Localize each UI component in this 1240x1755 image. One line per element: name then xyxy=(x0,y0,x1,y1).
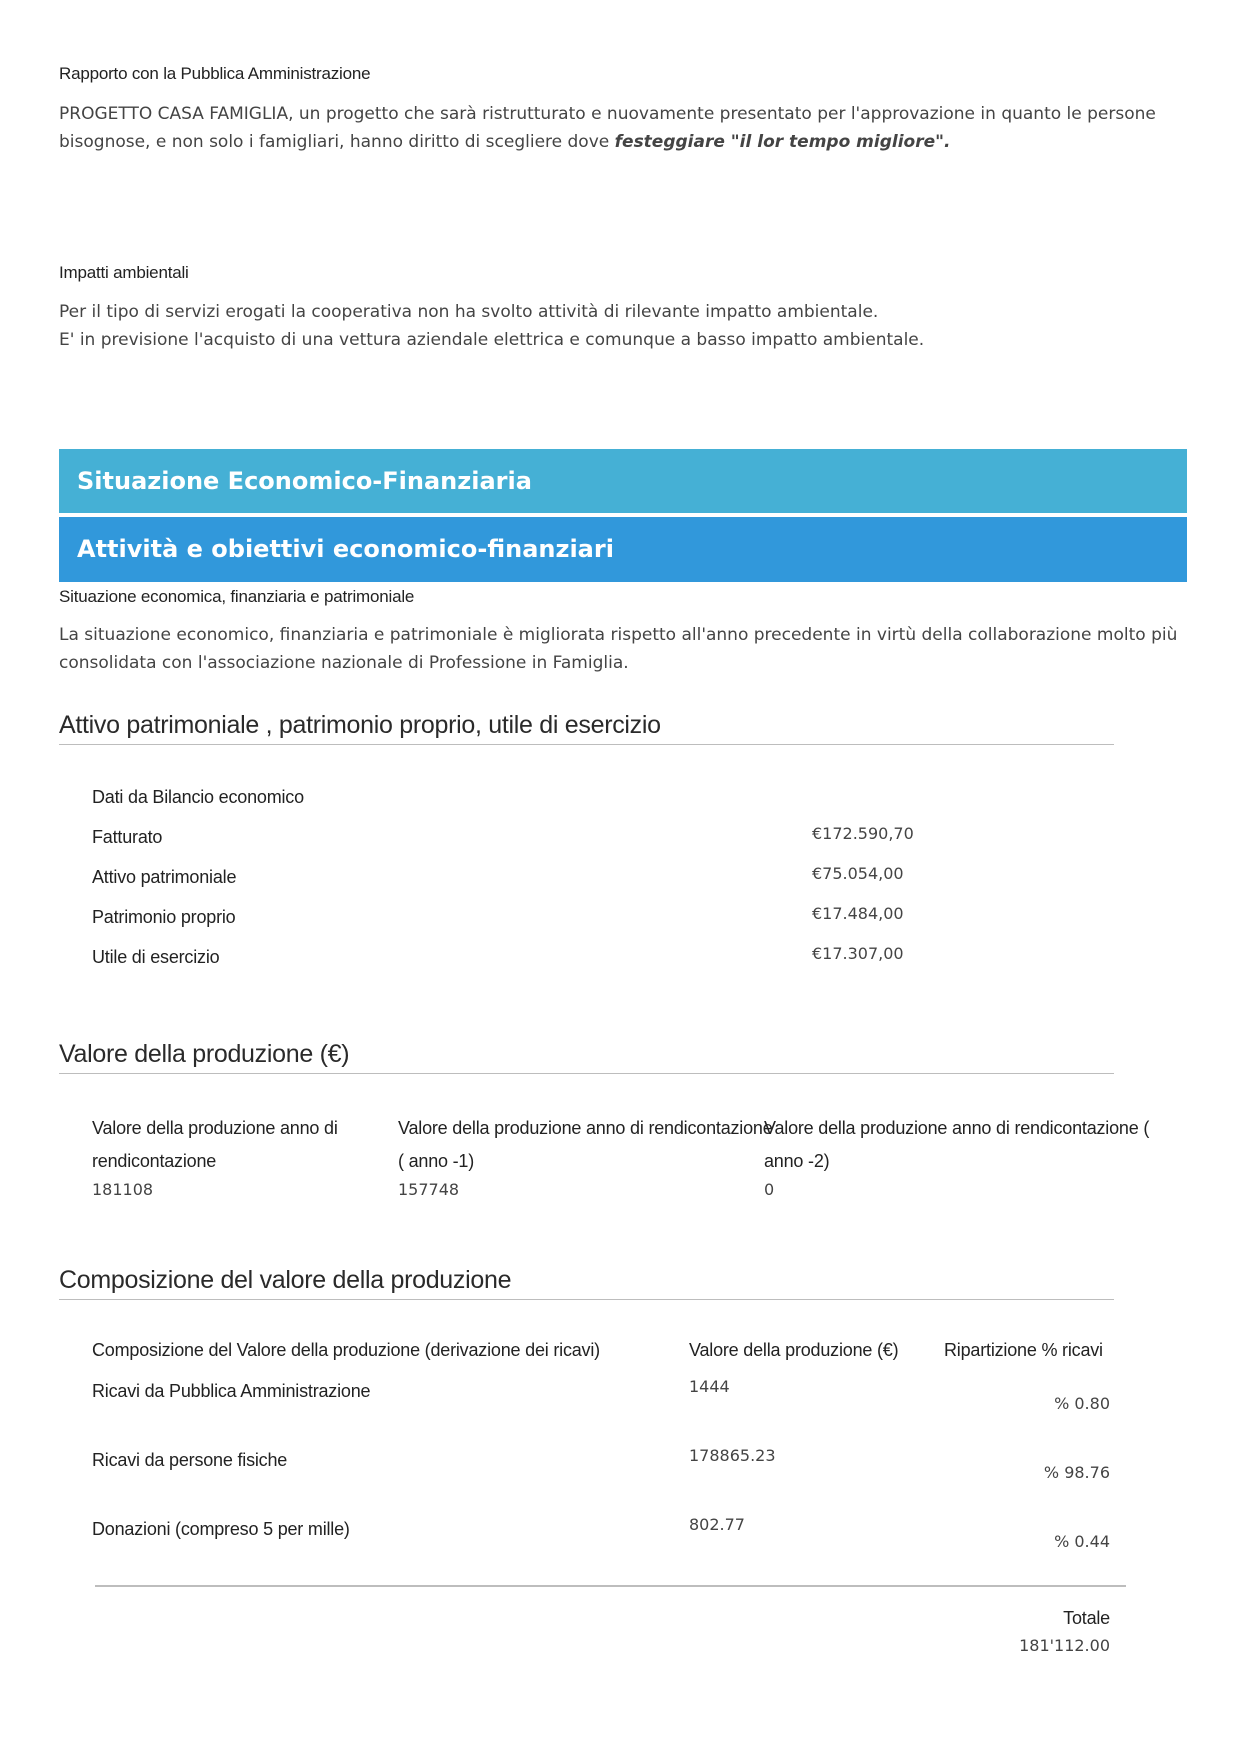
comp-total-label: Totale xyxy=(1063,1608,1110,1628)
valore-col-minus2-value: 0 xyxy=(764,1180,775,1199)
comp-total-divider xyxy=(95,1585,1126,1587)
env-heading: Impatti ambientali xyxy=(59,263,189,282)
section-band-attivita: Attività e obiettivi economico-finanziari xyxy=(59,517,1187,582)
comp-row-pct-donazioni: % 0.44 xyxy=(1054,1532,1110,1551)
pa-text-line1: PROGETTO CASA FAMIGLIA, un progetto che sarà ristrutturato e nuovamente presentato per l'approvazione in quanto le persone xyxy=(59,104,1156,124)
comp-header-derivazione: Composizione del Valore della produzione (derivazione dei ricavi) xyxy=(92,1340,600,1360)
valore-col-minus1-label2: ( anno -1) xyxy=(398,1151,475,1171)
pa-text-line2 xyxy=(59,128,1189,156)
eco-line2: consolidata con l'associazione nazionale di Professione in Famiglia. xyxy=(59,653,629,673)
comp-section-title: Composizione del valore della produzione xyxy=(59,1266,1114,1300)
valore-col-current xyxy=(92,1112,382,1202)
attivo-label-attivo: Attivo patrimoniale xyxy=(92,867,237,887)
comp-row-value-persone: 178865.23 xyxy=(689,1446,776,1465)
valore-col-minus1-label1: Valore della produzione anno di rendicontazione xyxy=(398,1118,773,1138)
comp-header-valore: Valore della produzione (€) xyxy=(689,1340,899,1360)
pa-heading: Rapporto con la Pubblica Amministrazione xyxy=(59,64,371,83)
attivo-label-fatturato: Fatturato xyxy=(92,827,163,847)
valore-col-current-value: 181108 xyxy=(92,1180,154,1199)
attivo-table-header: Dati da Bilancio economico xyxy=(92,787,304,807)
attivo-label-utile: Utile di esercizio xyxy=(92,947,220,967)
attivo-value-utile: €17.307,00 xyxy=(812,944,904,963)
pa-text-line2-a: bisognose, e non solo i famigliari, hanno diritto di scegliere dove xyxy=(59,132,615,152)
valore-col-minus2 xyxy=(764,1112,1150,1202)
comp-row-pct-persone: % 98.76 xyxy=(1043,1463,1110,1482)
env-line2: E' in previsione l'acquisto di una vettura aziendale elettrica e comunque a basso impatto ambientale. xyxy=(59,330,925,350)
attivo-section-title: Attivo patrimoniale , patrimonio proprio, utile di esercizio xyxy=(59,711,1114,745)
eco-paragraph xyxy=(59,621,1189,677)
valore-col-minus1 xyxy=(398,1112,773,1202)
comp-row-label-persone: Ricavi da persone fisiche xyxy=(92,1450,288,1470)
env-line1: Per il tipo di servizi erogati la cooperativa non ha svolto attività di rilevante impatto ambientale. xyxy=(59,302,879,322)
attivo-label-patrimonio: Patrimonio proprio xyxy=(92,907,236,927)
eco-heading: Situazione economica, finanziaria e patrimoniale xyxy=(59,587,415,606)
comp-total-value: 181'112.00 xyxy=(1019,1636,1110,1655)
valore-col-minus1-value: 157748 xyxy=(398,1180,460,1199)
attivo-value-attivo: €75.054,00 xyxy=(812,864,904,883)
valore-section-title: Valore della produzione (€) xyxy=(59,1040,1114,1074)
valore-col-current-label2: rendicontazione xyxy=(92,1151,217,1171)
valore-col-minus2-label1: Valore della produzione anno di rendicontazione ( xyxy=(764,1118,1150,1138)
comp-row-value-donazioni: 802.77 xyxy=(689,1515,745,1534)
valore-col-minus2-label2: anno -2) xyxy=(764,1151,830,1171)
env-paragraph xyxy=(59,298,1189,354)
eco-line1: La situazione economico, finanziaria e patrimoniale è migliorata rispetto all'anno precedente in virtù della collaborazione molto più xyxy=(59,625,1178,645)
pa-text-emphasis: festeggiare "il lor tempo migliore". xyxy=(614,132,951,152)
comp-row-label-donazioni: Donazioni (compreso 5 per mille) xyxy=(92,1519,350,1539)
comp-header-ripartizione: Ripartizione % ricavi xyxy=(944,1340,1103,1360)
attivo-value-fatturato: €172.590,70 xyxy=(812,824,914,843)
comp-row-label-pa: Ricavi da Pubblica Amministrazione xyxy=(92,1381,371,1401)
valore-col-current-label1: Valore della produzione anno di xyxy=(92,1118,338,1138)
section-band-situazione: Situazione Economico-Finanziaria xyxy=(59,449,1187,513)
attivo-value-patrimonio: €17.484,00 xyxy=(812,904,904,923)
comp-row-value-pa: 1444 xyxy=(689,1377,730,1396)
pa-paragraph xyxy=(59,100,1189,156)
comp-row-pct-pa: % 0.80 xyxy=(1054,1394,1110,1413)
